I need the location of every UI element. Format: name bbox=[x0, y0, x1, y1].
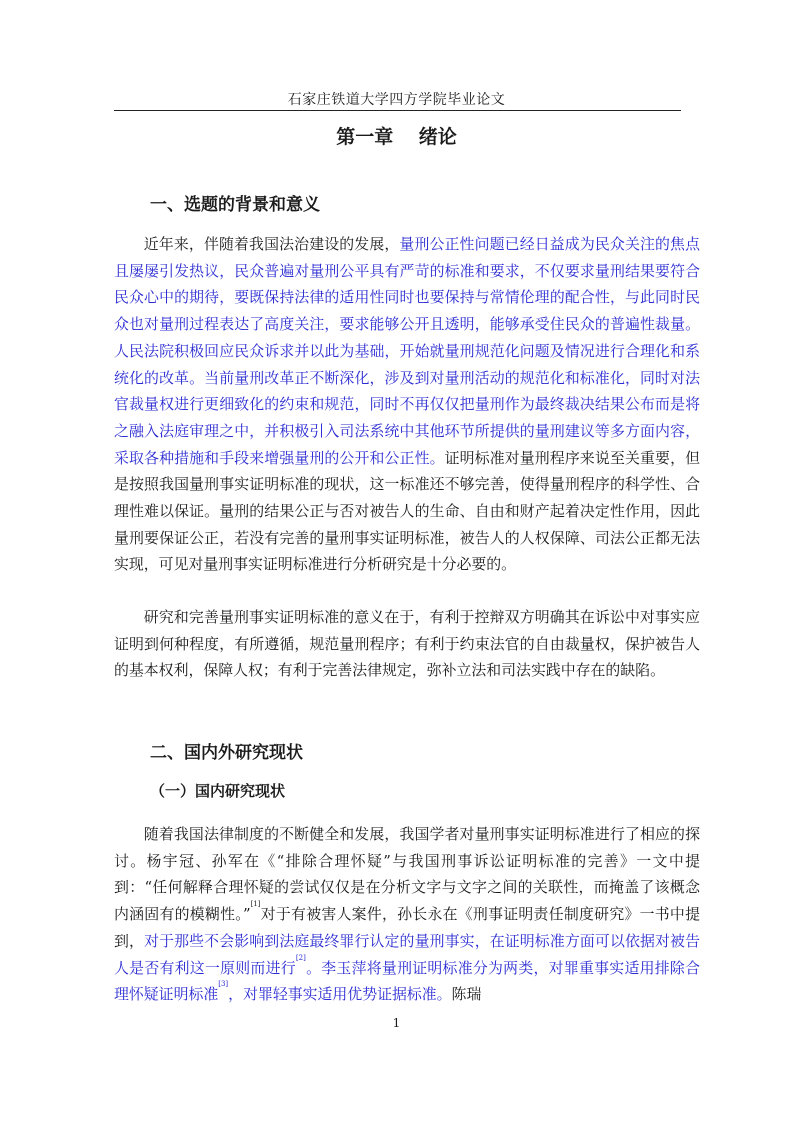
highlighted-text: 量刑公正性问题已经日益成为民众关注的焦点且屡屡引发热议，民众普遍对量刑公平具有严苛的标准和要求，不仅要求量刑结果要符合民众心中的期待，要既保持法律的适用性同时也要保持与常情伦理的配合性，与此同时民众也对量刑过程表达了高度关注，要求能够公开且透明，能够承受住民众的普遍性裁量。人民法院积极回应民众诉求并以此为基础，开始就量刑规范化问题及情况进行合理化和系统化的改革。当前量刑改革正不断深化，涉及到对量刑活动的规范化和标准化，同时对法官裁量权进行更细致化的约束和规范，同时不再仅仅把量刑作为最终裁决结果公布而是将之融入法庭审理之中，并积极引入司法系统中其他环节所提供的量刑建议等多方面内容，采取各种措施和手段来增强量刑的公开和公正性。 bbox=[114, 235, 700, 467]
paragraph-domestic-research bbox=[114, 821, 700, 1008]
subsection-heading-domestic: （一）国内研究现状 bbox=[150, 782, 286, 800]
running-header: 石家庄铁道大学四方学院毕业论文 bbox=[287, 92, 506, 108]
paragraph-text: 对于有被害人案件，孙长永在《刑事证明责任制度研究》一书中提到， bbox=[114, 905, 700, 950]
paragraph-text: 证明标准对量刑程序来说至关重要，但是按照我国量刑事实证明标准的现状，这一标准还不够完善，使得量刑程序的科学性、合理性难以保证。量刑的结果公正与否对被告人的生命、自由和财产起着决定性作用，因此量刑要保证公正，若没有完善的量刑事实证明标准，被告人的人权保障、司法公正都无法实现，可见对量刑事实证明标准进行分析研究是十分必要的。 bbox=[114, 448, 700, 574]
highlighted-text: 。李玉萍将量刑证明标准分为两类，对罪重事实适用排除合理怀疑证明标准 bbox=[114, 958, 700, 1004]
section-heading-background: 一、选题的背景和意义 bbox=[150, 195, 320, 215]
header-divider bbox=[114, 110, 681, 111]
paragraph-significance: 研究和完善量刑事实证明标准的意义在于，有利于控辩双方明确其在诉讼中对事实应证明到何种程度，有所遵循，规范量刑程序；有利于约束法官的自由裁量权，保护被告人的基本权利，保障人权；有利于完善法律规定，弥补立法和司法实践中存在的缺陷。 bbox=[114, 608, 700, 680]
page-number: 1 bbox=[392, 1016, 401, 1030]
paragraph-text: 随着我国法律制度的不断健全和发展，我国学者对量刑事实证明标准进行了相应的探讨。杨宇冠、孙军在《“排除合理怀疑”与我国刑事诉讼证明标准的完善》一文中提到：“任何解释合理怀疑的尝试仅仅是在分析文字与文字之间的关联性，而掩盖了该概念内涵固有的模糊性。” bbox=[114, 825, 700, 924]
citation-ref: [3] bbox=[218, 980, 229, 989]
citation-ref: [2] bbox=[295, 953, 306, 962]
section-heading-research-status: 二、国内外研究现状 bbox=[150, 743, 303, 763]
highlighted-text: ，对罪轻事实适用优势证据标准。 bbox=[228, 985, 452, 1004]
paragraph-text: 陈瑞 bbox=[451, 985, 482, 1004]
chapter-title: 第一章 绪论 bbox=[336, 126, 457, 148]
highlighted-text: 对于那些不会影响到法庭最终罪行认定的量刑事实，在证明标准方面可以依据对被告人是否有利这一原则而进行 bbox=[114, 931, 700, 977]
paragraph-background bbox=[114, 231, 700, 578]
paragraph-text: 近年来，伴随着我国法治建设的发展， bbox=[143, 235, 400, 253]
citation-ref: [1] bbox=[250, 900, 261, 909]
